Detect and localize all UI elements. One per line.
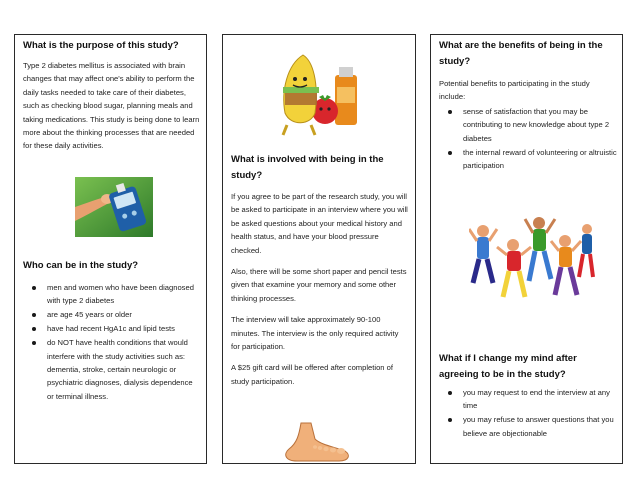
criteria-list [25,281,197,404]
who-heading: Who can be in the study? [23,260,139,271]
change-list [441,386,617,441]
benefit-item: sense of satisfaction that you may be contributing to new knowledge about type 2 diabetes [441,105,617,145]
involved-paragraph: If you agree to be part of the research study, you will be asked to participate in an interview where you will be asked questions about your medical history and health status, and have your blood pressure checked. [231,192,408,255]
criteria-item: have had recent HgA1c and lipid tests [25,322,197,335]
panel-purpose [14,34,207,464]
involved-paragraph: The interview will take approximately 90-100 minutes. The interview is the only required activity for participation. [231,315,399,352]
criteria-item: men and women who have been diagnosed with type 2 diabetes [25,281,197,308]
glucometer-clipart [75,177,153,237]
exercise-group-clipart [469,211,595,303]
involved-heading: What is involved with being in the study? [231,154,384,181]
involved-paragraph: A $25 gift card will be offered after completion of study participation. [231,363,393,386]
purpose-heading: What is the purpose of this study? [23,40,179,51]
fruit-characters-clipart [273,51,373,137]
benefit-item: the internal reward of volunteering or altruistic participation [441,146,617,173]
benefits-list [441,105,617,173]
involved-paragraph: Also, there will be some short paper and pencil tests given that examine your memory and some other thinking processes. [231,267,407,303]
involved-text [231,190,409,388]
change-item: you may request to end the interview at any time [441,386,617,413]
criteria-item: are age 45 years or older [25,308,197,321]
change-item: you may refuse to answer questions that you believe are objectionable [441,413,617,440]
criteria-item: do NOT have health conditions that would interfere with the study activities such as: dementia, stroke, certain neurologic or psychiatric diagnoses, dialysis dependence or terminal illness. [25,336,197,403]
panel-benefits [430,34,623,464]
benefits-intro: Potential benefits to participating in the study include: [439,79,590,102]
purpose-text: Type 2 diabetes mellitus is associated with brain changes that may affect one's ability to perform the daily tasks needed to take care of their diabetes, such as checking blood sugar, planning meals and taking medications. This study is being done to learn more about the thinking processes that are needed for these daily activities. [23,61,200,151]
foot-clipart [281,421,353,463]
benefits-heading: What are the benefits of being in the study? [439,40,603,67]
panel-involved [222,34,416,464]
change-heading: What if I change my mind after agreeing to be in the study? [439,353,577,380]
